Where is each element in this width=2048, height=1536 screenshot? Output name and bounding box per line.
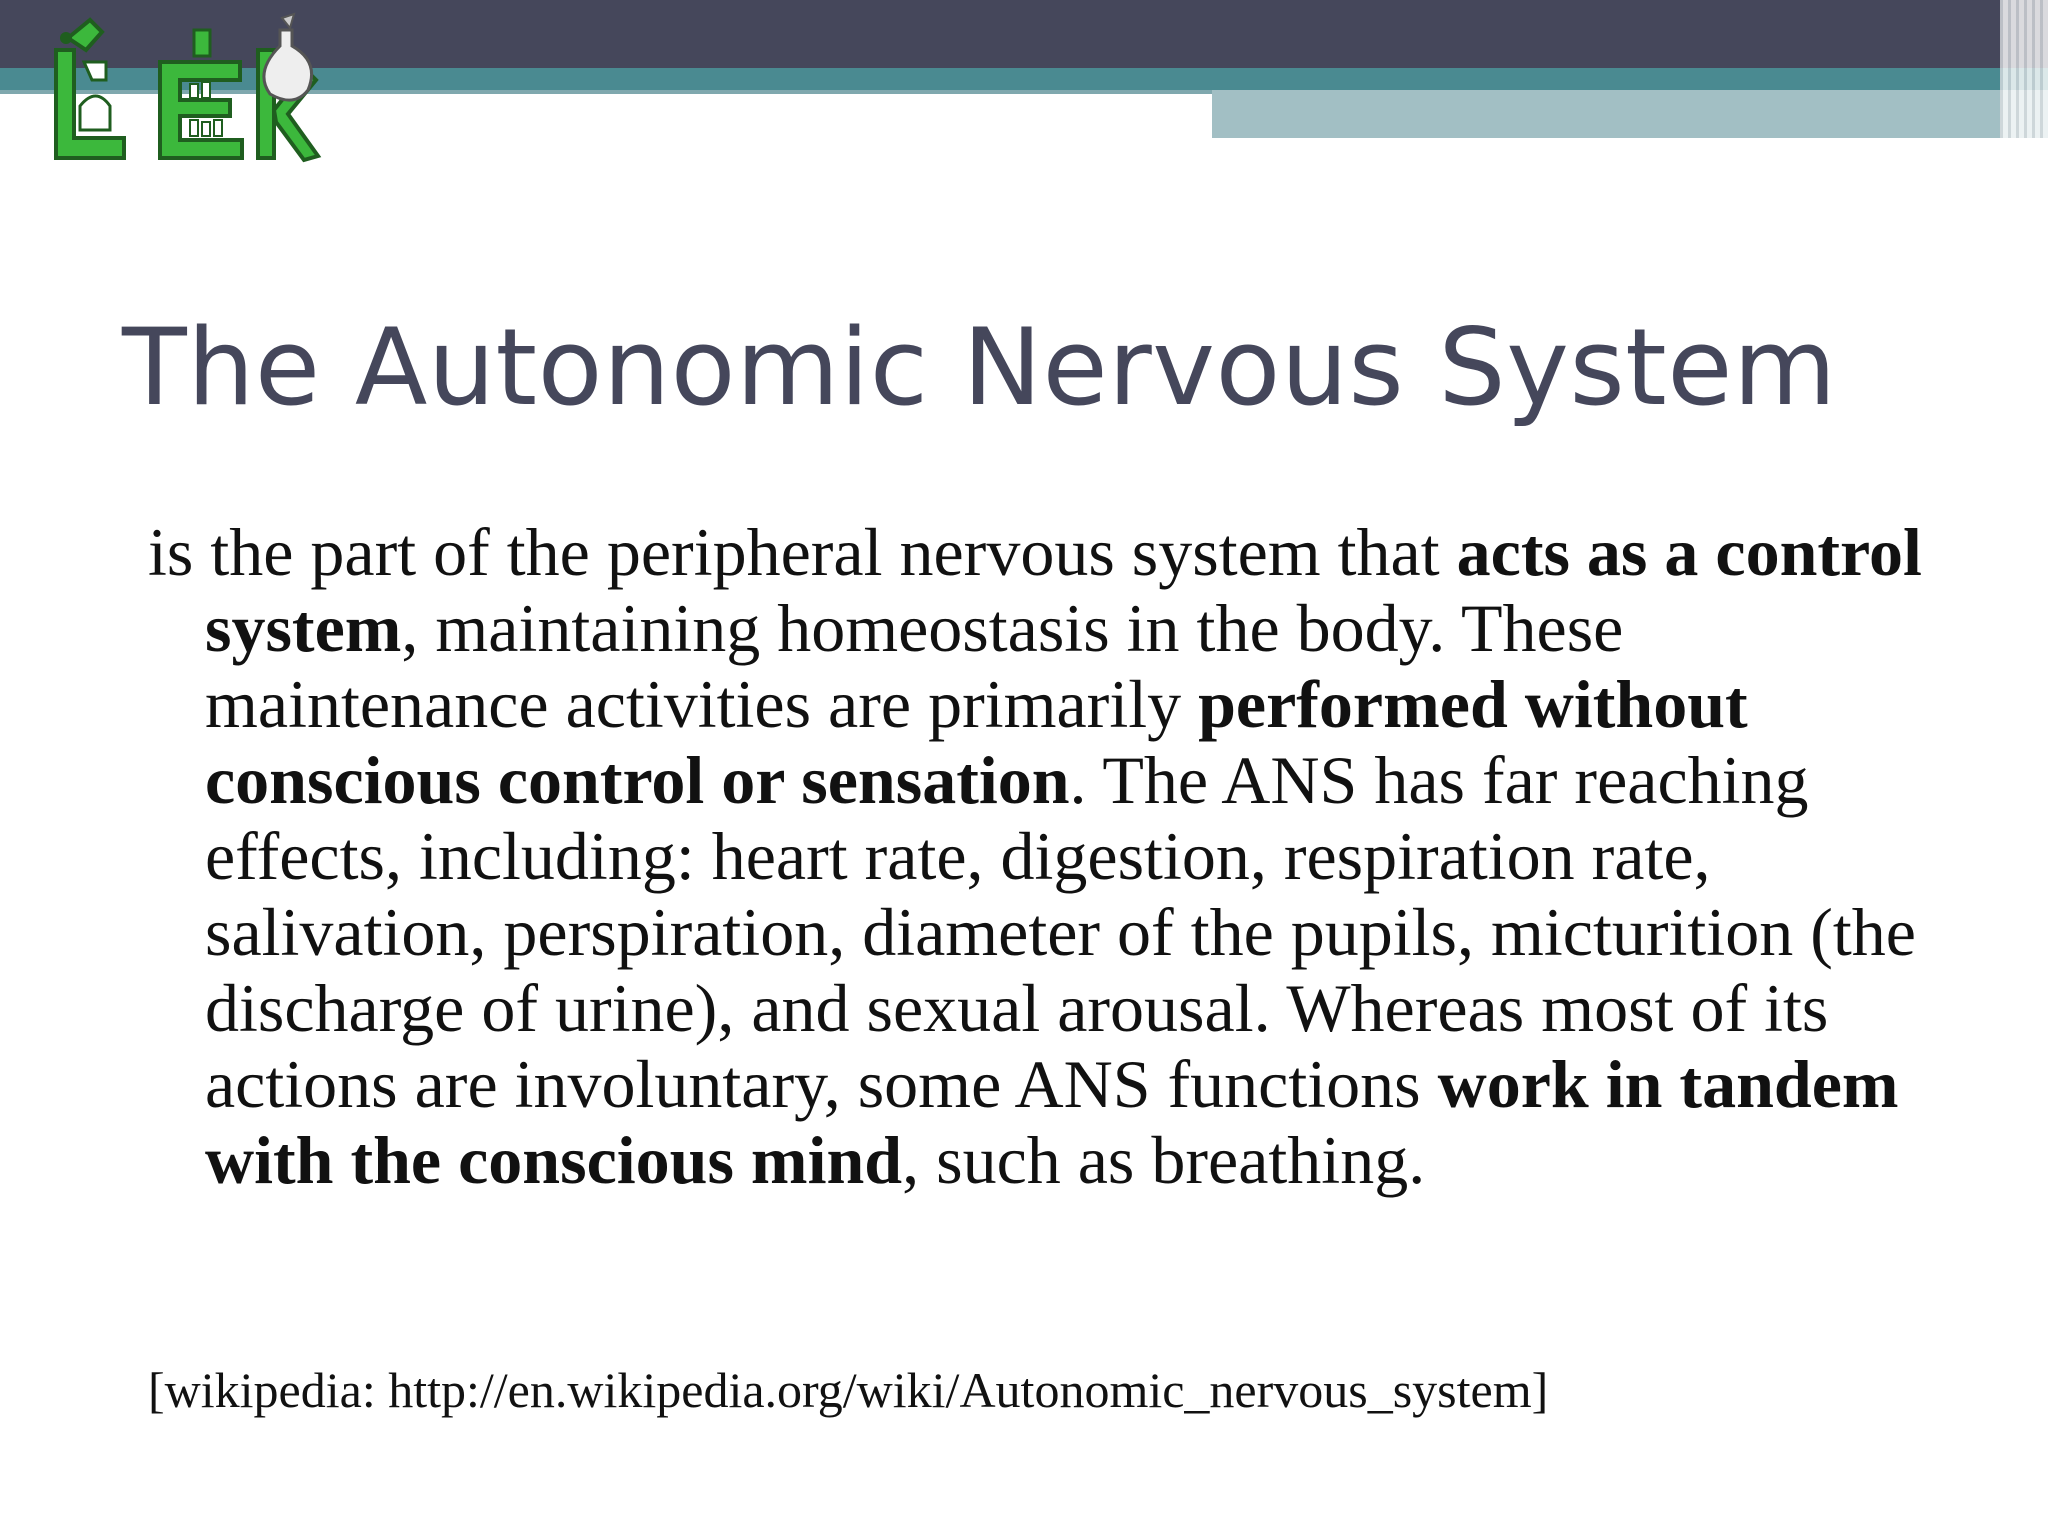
header-edge-stripes [2000, 0, 2048, 138]
logo-letter-l [56, 20, 124, 158]
slide-body-text [148, 514, 1965, 1198]
logo-letter-k [258, 14, 318, 160]
header-band-light [1212, 90, 2048, 138]
body-text-segment: is the part of the peripheral nervous system that [148, 514, 1457, 590]
body-text-segment: , such as breathing. [902, 1122, 1426, 1198]
body-emphasis-control-system: acts as a control system [205, 514, 1922, 666]
slide-title: The Autonomic Nervous System [122, 306, 1837, 429]
body-emphasis-tandem-conscious-mind: work in tandem with the conscious mind [205, 1046, 1899, 1198]
body-text-segment: . The ANS has far reaching effects, including: heart rate, digestion, respiration rate, salivation, perspiration, diameter of the pupils, micturition (the discharge of urine), and sexual arousal. Whereas most of its actions are involuntary, some ANS functions [205, 742, 1916, 1122]
body-text-segment: , maintaining homeostasis in the body. These maintenance activities are primarily [205, 590, 1624, 742]
logo-letter-e [160, 30, 242, 158]
body-emphasis-without-conscious-control: performed without conscious control or sensation [205, 666, 1748, 818]
lek-logo [44, 10, 324, 170]
citation-source: [wikipedia: http://en.wikipedia.org/wiki/Autonomic_nervous_system] [148, 1362, 1549, 1418]
